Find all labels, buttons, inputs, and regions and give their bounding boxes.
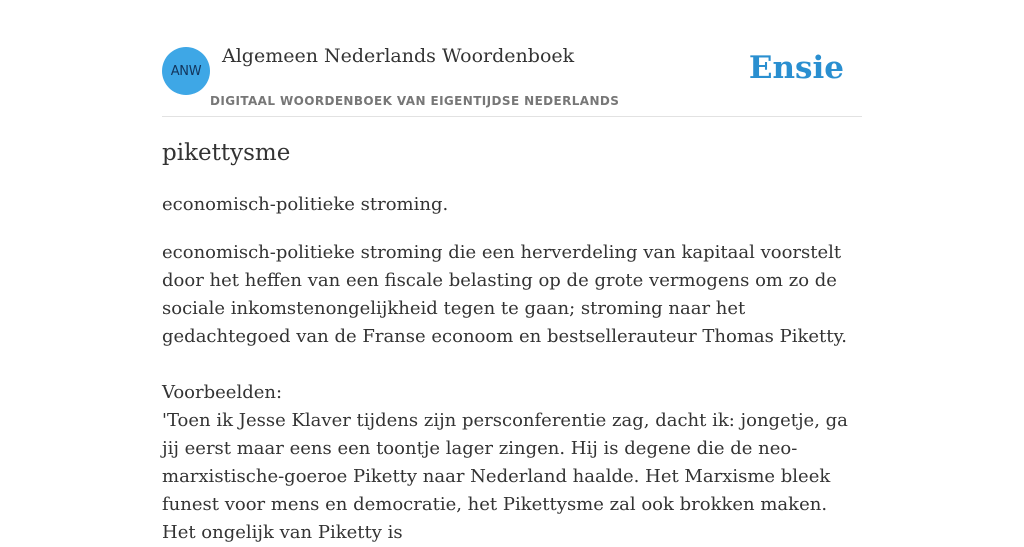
logo-text: ANW (170, 63, 202, 79)
examples-label: Voorbeelden: (162, 382, 283, 403)
site-subtitle: DIGITAAL WOORDENBOEK VAN EIGENTIJDSE NEDERLANDS (210, 94, 620, 108)
example-quote: 'Toen ik Jesse Klaver tijdens zijn persconferentie zag, dacht ik: jongetje, ga jij eerst maar eens een toontje lager zingen. Hij is degene die de neo-marxistische-goeroe Piketty naar Nederland haalde. Het Marxisme bleek funest voor mens en democratie, het Pikettysme zal ook brokken maken. Het ongelijk van Piketty is (162, 410, 848, 543)
site-header (162, 0, 862, 117)
short-definition: economisch-politieke stroming. (162, 194, 449, 215)
entry-headword: pikettysme (162, 140, 291, 166)
ensie-brand-logo[interactable]: Ensie (748, 50, 844, 86)
page (162, 0, 862, 543)
site-title[interactable]: Algemeen Nederlands Woordenboek (222, 45, 575, 67)
entry-body (162, 239, 862, 547)
anw-logo[interactable] (162, 47, 210, 95)
full-definition: economisch-politieke stroming die een herverdeling van kapitaal voorstelt door het heffen van een fiscale belasting op de grote vermogens om zo de sociale inkomstenongelijkheid tegen te gaan; stroming naar het gedachtegoed van de Franse econoom en bestsellerauteur Thomas Piketty. (162, 242, 848, 347)
paragraph-spacer (162, 351, 862, 379)
